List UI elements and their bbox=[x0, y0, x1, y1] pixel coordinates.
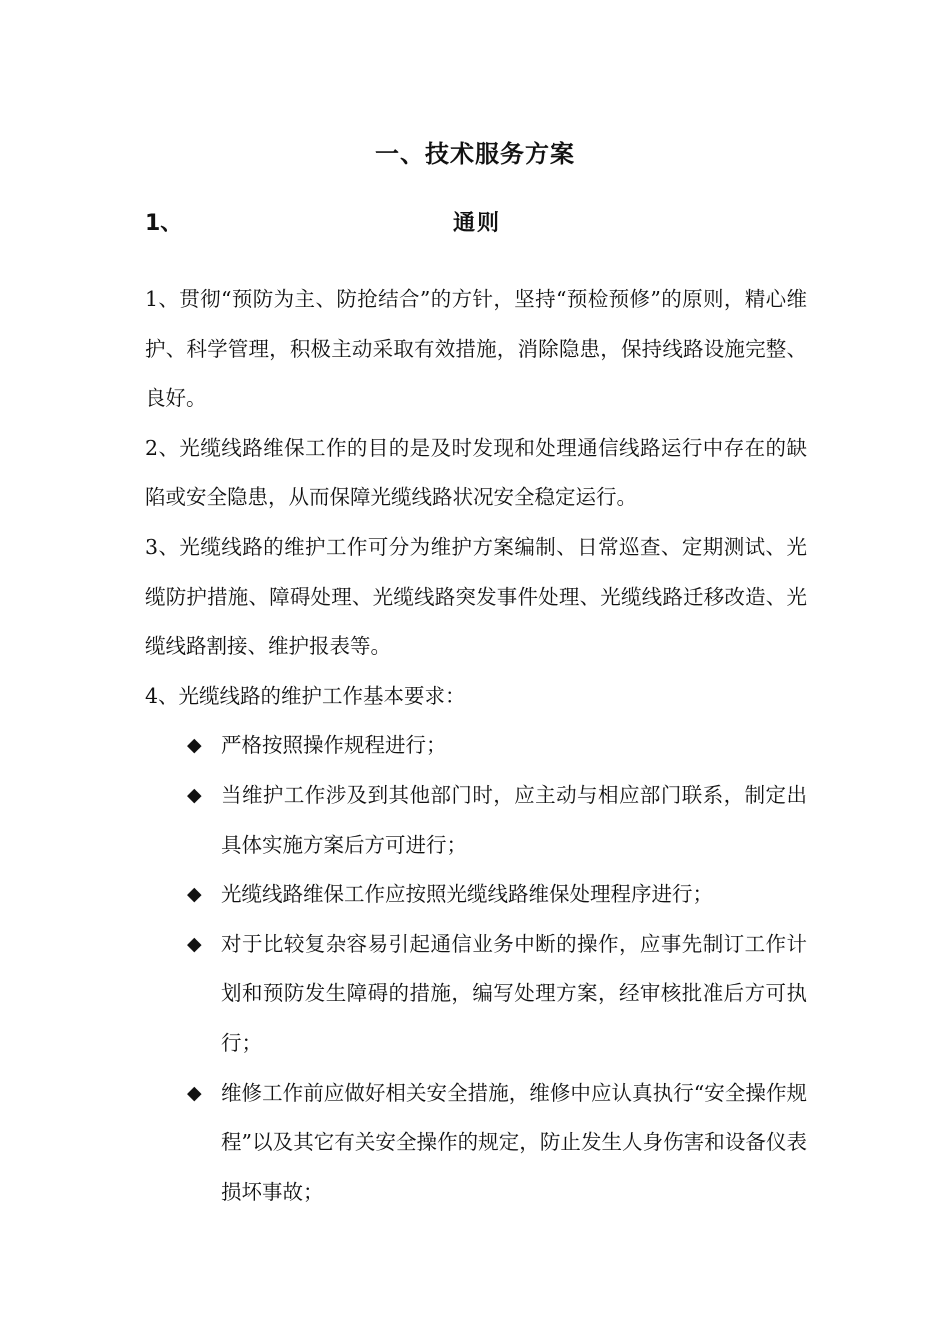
paragraph-1: 1、贯彻“预防为主、防抢结合”的方针，坚持“预检预修”的原则，精心维护、科学管理，积极主动采取有效措施，消除隐患，保持线路设施完整、良好。 bbox=[145, 287, 807, 411]
paragraph-2: 2、光缆线路维保工作的目的是及时发现和处理通信线路运行中存在的缺陷或安全隐患，从而保障光缆线路状况安全稳定运行。 bbox=[145, 435, 807, 510]
list-item-text: 当维护工作涉及到其他部门时，应主动与相应部门联系，制定出具体实施方案后方可进行； bbox=[221, 782, 807, 857]
list-item-text: 严格按照操作规程进行； bbox=[221, 733, 447, 758]
list-item-text: 光缆线路维保工作应按照光缆线路维保处理程序进行； bbox=[221, 882, 713, 907]
list-item bbox=[187, 721, 807, 771]
section-heading bbox=[145, 204, 805, 244]
list-item bbox=[187, 870, 807, 920]
list-item-text: 对于比较复杂容易引起通信业务中断的操作，应事先制订工作计划和预防发生障碍的措施，编写处理方案，经审核批准后方可执行； bbox=[221, 931, 807, 1055]
list-item bbox=[187, 920, 807, 1069]
document-title: 一、技术服务方案 bbox=[375, 140, 575, 168]
diamond-bullet-icon: ◆ bbox=[187, 932, 202, 955]
paragraph-3: 3、光缆线路的维护工作可分为维护方案编制、日常巡查、定期测试、光缆防护措施、障碍处理、光缆线路突发事件处理、光缆线路迁移改造、光缆线路割接、维护报表等。 bbox=[145, 534, 807, 659]
document-body bbox=[145, 275, 807, 1217]
section-name: 通则 bbox=[453, 211, 502, 236]
section-number: 1、 bbox=[145, 211, 183, 236]
diamond-bullet-icon: ◆ bbox=[187, 1081, 202, 1104]
diamond-bullet-icon: ◆ bbox=[187, 883, 202, 906]
diamond-bullet-icon: ◆ bbox=[187, 783, 202, 806]
list-item bbox=[187, 771, 807, 870]
list-item bbox=[187, 1069, 807, 1218]
paragraph-4: 4、光缆线路的维护工作基本要求： bbox=[145, 683, 466, 708]
requirements-list bbox=[145, 721, 807, 1217]
list-item-text: 维修工作前应做好相关安全措施，维修中应认真执行“安全操作规程”以及其它有关安全操作的规定，防止发生人身伤害和设备仪表损坏事故； bbox=[221, 1080, 807, 1204]
diamond-bullet-icon: ◆ bbox=[187, 734, 202, 757]
